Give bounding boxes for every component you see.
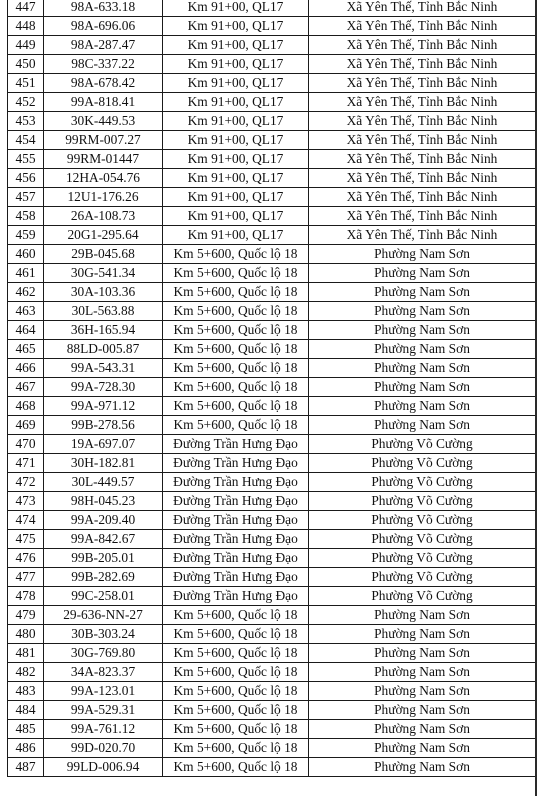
- row-number: 482: [8, 663, 44, 682]
- violation-location: Km 5+600, Quốc lộ 18: [163, 663, 309, 682]
- license-plate: 12U1-176.26: [44, 188, 163, 207]
- table-row: [8, 112, 536, 131]
- violation-location: Km 5+600, Quốc lộ 18: [163, 302, 309, 321]
- violation-location: Km 5+600, Quốc lộ 18: [163, 359, 309, 378]
- license-plate: 99A-761.12: [44, 720, 163, 739]
- row-number: 486: [8, 739, 44, 758]
- row-number: 472: [8, 473, 44, 492]
- violation-location: Km 91+00, QL17: [163, 188, 309, 207]
- administrative-unit: Phường Nam Sơn: [309, 682, 536, 701]
- table-row: [8, 264, 536, 283]
- license-plate: 99RM-01447: [44, 150, 163, 169]
- violation-location: Km 5+600, Quốc lộ 18: [163, 606, 309, 625]
- administrative-unit: Phường Võ Cường: [309, 435, 536, 454]
- table-row: [8, 302, 536, 321]
- row-number: 454: [8, 131, 44, 150]
- license-plate: 30H-182.81: [44, 454, 163, 473]
- row-number: 455: [8, 150, 44, 169]
- license-plate: 36H-165.94: [44, 321, 163, 340]
- violation-location: Km 5+600, Quốc lộ 18: [163, 701, 309, 720]
- violation-location: Km 5+600, Quốc lộ 18: [163, 340, 309, 359]
- violation-location: Km 91+00, QL17: [163, 112, 309, 131]
- row-number: 471: [8, 454, 44, 473]
- administrative-unit: Phường Nam Sơn: [309, 397, 536, 416]
- table-row: [8, 644, 536, 663]
- row-number: 449: [8, 36, 44, 55]
- table-row: [8, 150, 536, 169]
- license-plate: 98C-337.22: [44, 55, 163, 74]
- table-row: [8, 321, 536, 340]
- violation-table: [7, 0, 536, 777]
- row-number: 448: [8, 17, 44, 36]
- license-plate: 99A-209.40: [44, 511, 163, 530]
- license-plate: 88LD-005.87: [44, 340, 163, 359]
- administrative-unit: Xã Yên Thế, Tỉnh Bắc Ninh: [309, 55, 536, 74]
- administrative-unit: Phường Nam Sơn: [309, 340, 536, 359]
- row-number: 460: [8, 245, 44, 264]
- license-plate: 29B-045.68: [44, 245, 163, 264]
- license-plate: 99A-529.31: [44, 701, 163, 720]
- table-row: [8, 758, 536, 777]
- table-row: [8, 283, 536, 302]
- row-number: 450: [8, 55, 44, 74]
- table-row: [8, 682, 536, 701]
- license-plate: 29-636-NN-27: [44, 606, 163, 625]
- table-row: [8, 359, 536, 378]
- administrative-unit: Xã Yên Thế, Tỉnh Bắc Ninh: [309, 169, 536, 188]
- license-plate: 99A-728.30: [44, 378, 163, 397]
- table-row: [8, 549, 536, 568]
- license-plate: 34A-823.37: [44, 663, 163, 682]
- row-number: 483: [8, 682, 44, 701]
- administrative-unit: Phường Nam Sơn: [309, 739, 536, 758]
- row-number: 458: [8, 207, 44, 226]
- violation-location: Km 5+600, Quốc lộ 18: [163, 625, 309, 644]
- row-number: 461: [8, 264, 44, 283]
- administrative-unit: Phường Võ Cường: [309, 492, 536, 511]
- license-plate: 99A-971.12: [44, 397, 163, 416]
- violation-location: Km 91+00, QL17: [163, 74, 309, 93]
- license-plate: 98A-678.42: [44, 74, 163, 93]
- table-row: [8, 435, 536, 454]
- administrative-unit: Xã Yên Thế, Tỉnh Bắc Ninh: [309, 0, 536, 17]
- row-number: 451: [8, 74, 44, 93]
- violation-location: Km 91+00, QL17: [163, 36, 309, 55]
- administrative-unit: Phường Võ Cường: [309, 568, 536, 587]
- row-number: 459: [8, 226, 44, 245]
- row-number: 453: [8, 112, 44, 131]
- row-number: 474: [8, 511, 44, 530]
- license-plate: 30L-563.88: [44, 302, 163, 321]
- table-row: [8, 55, 536, 74]
- license-plate: 30B-303.24: [44, 625, 163, 644]
- license-plate: 20G1-295.64: [44, 226, 163, 245]
- table-row: [8, 625, 536, 644]
- row-number: 465: [8, 340, 44, 359]
- violation-table-body: [8, 0, 536, 777]
- row-number: 477: [8, 568, 44, 587]
- table-row: [8, 169, 536, 188]
- row-number: 470: [8, 435, 44, 454]
- administrative-unit: Phường Nam Sơn: [309, 644, 536, 663]
- violation-location: Km 5+600, Quốc lộ 18: [163, 720, 309, 739]
- license-plate: 30G-769.80: [44, 644, 163, 663]
- violation-location: Km 5+600, Quốc lộ 18: [163, 416, 309, 435]
- row-number: 447: [8, 0, 44, 17]
- administrative-unit: Phường Võ Cường: [309, 454, 536, 473]
- administrative-unit: Phường Nam Sơn: [309, 359, 536, 378]
- violation-location: Km 5+600, Quốc lộ 18: [163, 644, 309, 663]
- row-number: 457: [8, 188, 44, 207]
- administrative-unit: Phường Nam Sơn: [309, 758, 536, 777]
- table-row: [8, 131, 536, 150]
- license-plate: 99A-842.67: [44, 530, 163, 549]
- license-plate: 98A-633.18: [44, 0, 163, 17]
- license-plate: 99D-020.70: [44, 739, 163, 758]
- row-number: 462: [8, 283, 44, 302]
- license-plate: 98A-696.06: [44, 17, 163, 36]
- row-number: 466: [8, 359, 44, 378]
- violation-location: Đường Trần Hưng Đạo: [163, 435, 309, 454]
- table-row: [8, 492, 536, 511]
- license-plate: 99C-258.01: [44, 587, 163, 606]
- license-plate: 99B-278.56: [44, 416, 163, 435]
- row-number: 480: [8, 625, 44, 644]
- license-plate: 30G-541.34: [44, 264, 163, 283]
- table-row: [8, 0, 536, 17]
- row-number: 473: [8, 492, 44, 511]
- violation-location: Km 5+600, Quốc lộ 18: [163, 321, 309, 340]
- violation-location: Đường Trần Hưng Đạo: [163, 530, 309, 549]
- row-number: 481: [8, 644, 44, 663]
- license-plate: 99A-123.01: [44, 682, 163, 701]
- violation-location: Km 5+600, Quốc lộ 18: [163, 264, 309, 283]
- violation-location: Km 91+00, QL17: [163, 93, 309, 112]
- row-number: 452: [8, 93, 44, 112]
- violation-location: Đường Trần Hưng Đạo: [163, 568, 309, 587]
- row-number: 467: [8, 378, 44, 397]
- administrative-unit: Phường Nam Sơn: [309, 663, 536, 682]
- violation-location: Km 5+600, Quốc lộ 18: [163, 758, 309, 777]
- administrative-unit: Xã Yên Thế, Tỉnh Bắc Ninh: [309, 17, 536, 36]
- license-plate: 12HA-054.76: [44, 169, 163, 188]
- violation-location: Đường Trần Hưng Đạo: [163, 549, 309, 568]
- license-plate: 26A-108.73: [44, 207, 163, 226]
- row-number: 485: [8, 720, 44, 739]
- row-number: 487: [8, 758, 44, 777]
- violation-location: Km 91+00, QL17: [163, 0, 309, 17]
- license-plate: 30K-449.53: [44, 112, 163, 131]
- administrative-unit: Phường Nam Sơn: [309, 606, 536, 625]
- administrative-unit: Xã Yên Thế, Tỉnh Bắc Ninh: [309, 131, 536, 150]
- table-row: [8, 530, 536, 549]
- violation-location: Km 91+00, QL17: [163, 226, 309, 245]
- violation-location: Đường Trần Hưng Đạo: [163, 492, 309, 511]
- administrative-unit: Xã Yên Thế, Tỉnh Bắc Ninh: [309, 188, 536, 207]
- table-row: [8, 568, 536, 587]
- administrative-unit: Phường Nam Sơn: [309, 264, 536, 283]
- table-row: [8, 663, 536, 682]
- table-row: [8, 17, 536, 36]
- table-row: [8, 245, 536, 264]
- license-plate: 99RM-007.27: [44, 131, 163, 150]
- row-number: 479: [8, 606, 44, 625]
- table-row: [8, 340, 536, 359]
- violation-location: Đường Trần Hưng Đạo: [163, 587, 309, 606]
- table-row: [8, 93, 536, 112]
- license-plate: 19A-697.07: [44, 435, 163, 454]
- table-row: [8, 188, 536, 207]
- violation-location: Km 5+600, Quốc lộ 18: [163, 283, 309, 302]
- administrative-unit: Phường Võ Cường: [309, 549, 536, 568]
- administrative-unit: Phường Nam Sơn: [309, 378, 536, 397]
- row-number: 463: [8, 302, 44, 321]
- administrative-unit: Phường Nam Sơn: [309, 416, 536, 435]
- row-number: 478: [8, 587, 44, 606]
- violation-location: Km 5+600, Quốc lộ 18: [163, 245, 309, 264]
- administrative-unit: Xã Yên Thế, Tỉnh Bắc Ninh: [309, 74, 536, 93]
- license-plate: 99A-818.41: [44, 93, 163, 112]
- violation-location: Km 5+600, Quốc lộ 18: [163, 739, 309, 758]
- administrative-unit: Xã Yên Thế, Tỉnh Bắc Ninh: [309, 150, 536, 169]
- violation-location: Đường Trần Hưng Đạo: [163, 511, 309, 530]
- administrative-unit: Phường Nam Sơn: [309, 302, 536, 321]
- table-row: [8, 739, 536, 758]
- administrative-unit: Phường Võ Cường: [309, 587, 536, 606]
- violation-location: Đường Trần Hưng Đạo: [163, 454, 309, 473]
- table-row: [8, 454, 536, 473]
- table-row: [8, 720, 536, 739]
- administrative-unit: Phường Võ Cường: [309, 530, 536, 549]
- table-row: [8, 587, 536, 606]
- license-plate: 99B-282.69: [44, 568, 163, 587]
- violation-location: Km 91+00, QL17: [163, 207, 309, 226]
- table-row: [8, 207, 536, 226]
- violation-location: Km 5+600, Quốc lộ 18: [163, 397, 309, 416]
- violation-location: Km 91+00, QL17: [163, 131, 309, 150]
- administrative-unit: Xã Yên Thế, Tỉnh Bắc Ninh: [309, 112, 536, 131]
- violation-location: Đường Trần Hưng Đạo: [163, 473, 309, 492]
- violation-location: Km 5+600, Quốc lộ 18: [163, 378, 309, 397]
- table-row: [8, 701, 536, 720]
- license-plate: 30L-449.57: [44, 473, 163, 492]
- violation-location: Km 91+00, QL17: [163, 150, 309, 169]
- row-number: 464: [8, 321, 44, 340]
- administrative-unit: Phường Nam Sơn: [309, 701, 536, 720]
- license-plate: 99B-205.01: [44, 549, 163, 568]
- table-row: [8, 74, 536, 93]
- row-number: 475: [8, 530, 44, 549]
- row-number: 468: [8, 397, 44, 416]
- administrative-unit: Phường Võ Cường: [309, 473, 536, 492]
- table-row: [8, 416, 536, 435]
- row-number: 484: [8, 701, 44, 720]
- table-row: [8, 36, 536, 55]
- violation-location: Km 5+600, Quốc lộ 18: [163, 682, 309, 701]
- table-row: [8, 511, 536, 530]
- table-row: [8, 606, 536, 625]
- administrative-unit: Xã Yên Thế, Tỉnh Bắc Ninh: [309, 226, 536, 245]
- violation-location: Km 91+00, QL17: [163, 55, 309, 74]
- license-plate: 98H-045.23: [44, 492, 163, 511]
- license-plate: 99LD-006.94: [44, 758, 163, 777]
- violation-location: Km 91+00, QL17: [163, 169, 309, 188]
- administrative-unit: Phường Nam Sơn: [309, 283, 536, 302]
- table-row: [8, 226, 536, 245]
- row-number: 476: [8, 549, 44, 568]
- license-plate: 98A-287.47: [44, 36, 163, 55]
- violation-location: Km 91+00, QL17: [163, 17, 309, 36]
- administrative-unit: Xã Yên Thế, Tỉnh Bắc Ninh: [309, 93, 536, 112]
- table-row: [8, 473, 536, 492]
- administrative-unit: Xã Yên Thế, Tỉnh Bắc Ninh: [309, 207, 536, 226]
- row-number: 469: [8, 416, 44, 435]
- row-number: 456: [8, 169, 44, 188]
- administrative-unit: Phường Nam Sơn: [309, 625, 536, 644]
- administrative-unit: Phường Nam Sơn: [309, 321, 536, 340]
- table-row: [8, 378, 536, 397]
- administrative-unit: Xã Yên Thế, Tỉnh Bắc Ninh: [309, 36, 536, 55]
- administrative-unit: Phường Võ Cường: [309, 511, 536, 530]
- administrative-unit: Phường Nam Sơn: [309, 245, 536, 264]
- administrative-unit: Phường Nam Sơn: [309, 720, 536, 739]
- table-row: [8, 397, 536, 416]
- license-plate: 30A-103.36: [44, 283, 163, 302]
- license-plate: 99A-543.31: [44, 359, 163, 378]
